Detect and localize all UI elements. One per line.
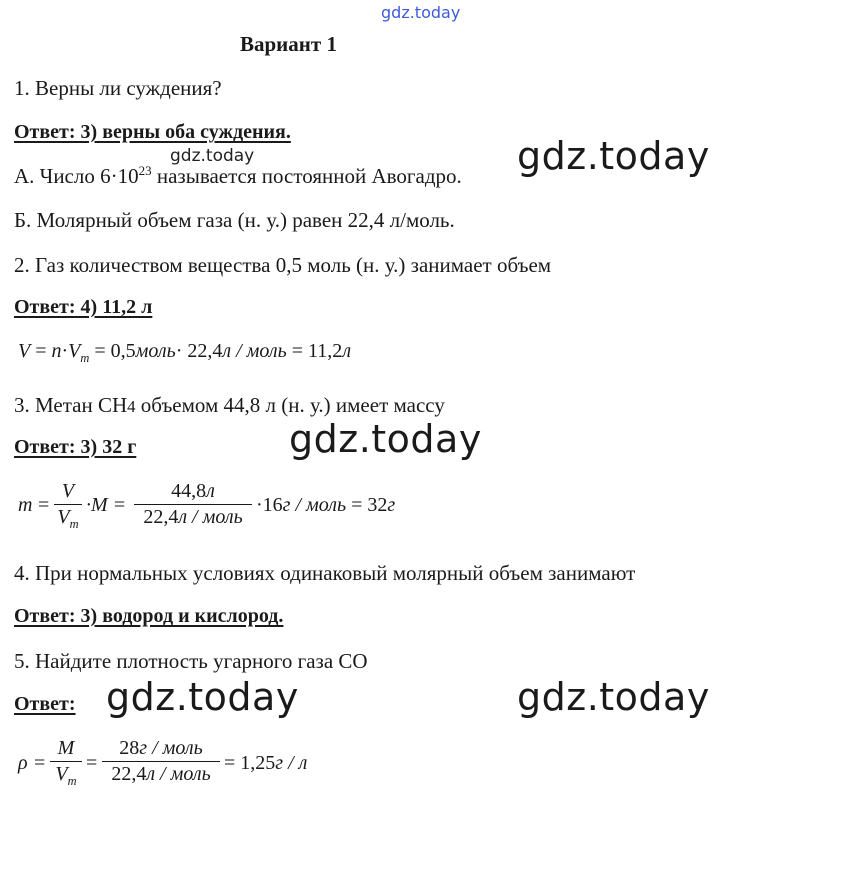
formula-5-lhs: ρ	[18, 752, 28, 774]
formula-3-frac-2-num	[134, 480, 252, 505]
question-5: 5. Найдите плотность угарного газа СО	[14, 649, 368, 673]
statement-a-prefix: А. Число 6·10	[14, 164, 139, 188]
formula-5-eq2: =	[86, 752, 98, 774]
formula-3-result-unit: г	[387, 494, 396, 516]
formula-3-frac-2-den-unit: л / моль	[178, 506, 243, 528]
formula-3-tail	[256, 494, 395, 517]
formula-2	[18, 340, 351, 366]
formula-2-eq3: = 11,2	[286, 340, 343, 362]
statement-a-suffix: называется постоянной Авогадро.	[151, 164, 462, 188]
formula-3-frac-1	[54, 480, 82, 532]
formula-2-unit1: моль	[135, 340, 176, 362]
formula-3-frac-1-den	[54, 505, 82, 532]
question-1: 1. Верны ли суждения?	[14, 76, 222, 100]
question-3-subscript: 4	[127, 397, 136, 416]
formula-3-frac-2-num-value: 44,8	[171, 480, 207, 502]
formula-5-frac-1	[50, 737, 82, 789]
answer-4: Ответ: 3) водород и кислород.	[14, 605, 284, 627]
question-3-suffix: объемом 44,8 л (н. у.) имеет массу	[135, 393, 445, 417]
watermark-big-1: gdz.today	[517, 134, 710, 178]
formula-2-dot: ·	[61, 340, 69, 362]
formula-5-frac-1-den	[50, 762, 82, 789]
watermark-top: gdz.today	[381, 3, 461, 22]
formula-2-v: V	[68, 340, 81, 362]
formula-3-frac-2-den-value: 22,4	[143, 506, 179, 528]
statement-a-exponent: 23	[138, 163, 152, 178]
formula-2-unit3: л	[342, 340, 352, 362]
formula-5-result-value: = 1,25	[224, 752, 276, 774]
watermark-big-3: gdz.today	[106, 675, 299, 719]
formula-5-frac-2-den	[102, 762, 220, 786]
formula-5-result-unit: г / л	[275, 752, 308, 774]
statement-b: Б. Молярный объем газа (н. у.) равен 22,4 л/моль.	[14, 208, 455, 232]
formula-2-v-sub: m	[80, 351, 90, 365]
formula-5-frac-2	[102, 737, 220, 786]
question-2: 2. Газ количеством вещества 0,5 моль (н. у.) занимает объем	[14, 253, 552, 277]
formula-5-frac-2-num-value: 28	[119, 737, 140, 759]
page-title: Вариант 1	[240, 32, 337, 56]
formula-3-frac-2-num-unit: л	[206, 480, 215, 502]
formula-5-frac-1-den-sub: m	[67, 774, 77, 788]
formula-3-frac-2-den	[134, 505, 252, 529]
watermark-big-4: gdz.today	[517, 675, 710, 719]
formula-3-eq: =	[38, 494, 50, 516]
formula-2-mid: · 22,4	[175, 340, 223, 362]
formula-3-frac-1-den-sub: m	[69, 517, 79, 531]
formula-3-frac-2	[134, 480, 252, 529]
formula-2-lhs: V	[18, 340, 31, 362]
formula-2-unit2: л / моль	[222, 340, 287, 362]
question-3	[14, 393, 445, 418]
formula-2-eq2: = 0,5	[89, 340, 136, 362]
formula-3-dot-m-text: ·M =	[86, 494, 127, 516]
answer-1: Ответ: 3) верны оба суждения.	[14, 121, 291, 143]
answer-3: Ответ: 3) 32 г	[14, 436, 137, 458]
answer-5: Ответ:	[14, 693, 76, 715]
formula-3-dot-m	[86, 494, 126, 517]
formula-5-frac-2-den-value: 22,4	[111, 763, 147, 785]
formula-5-eq: =	[34, 752, 46, 774]
formula-5-frac-2-num-unit: г / моль	[139, 737, 203, 759]
formula-5-frac-2-num	[102, 737, 220, 762]
formula-3-frac-1-num: V	[54, 480, 82, 505]
formula-2-eq1: =	[30, 340, 52, 362]
formula-3-result: = 32	[346, 494, 388, 516]
formula-5-result	[224, 752, 307, 775]
formula-5-frac-2-den-unit: л / моль	[146, 763, 211, 785]
watermark-big-2: gdz.today	[289, 417, 482, 461]
formula-3-lhs: m	[18, 494, 33, 516]
statement-a	[14, 163, 462, 189]
formula-3-frac-1-den-v: V	[57, 506, 70, 528]
question-4: 4. При нормальных условиях одинаковый молярный объем занимают	[14, 561, 636, 585]
formula-5-frac-1-den-v: V	[55, 763, 68, 785]
question-3-prefix: 3. Метан CH	[14, 393, 128, 417]
formula-3-tail-value: ·16	[256, 494, 283, 516]
formula-3-tail-unit: г / моль	[282, 494, 347, 516]
answer-2: Ответ: 4) 11,2 л	[14, 296, 153, 318]
formula-2-n: n	[51, 340, 62, 362]
watermark-small: gdz.today	[170, 146, 255, 166]
formula-5-frac-1-num: M	[50, 737, 82, 762]
